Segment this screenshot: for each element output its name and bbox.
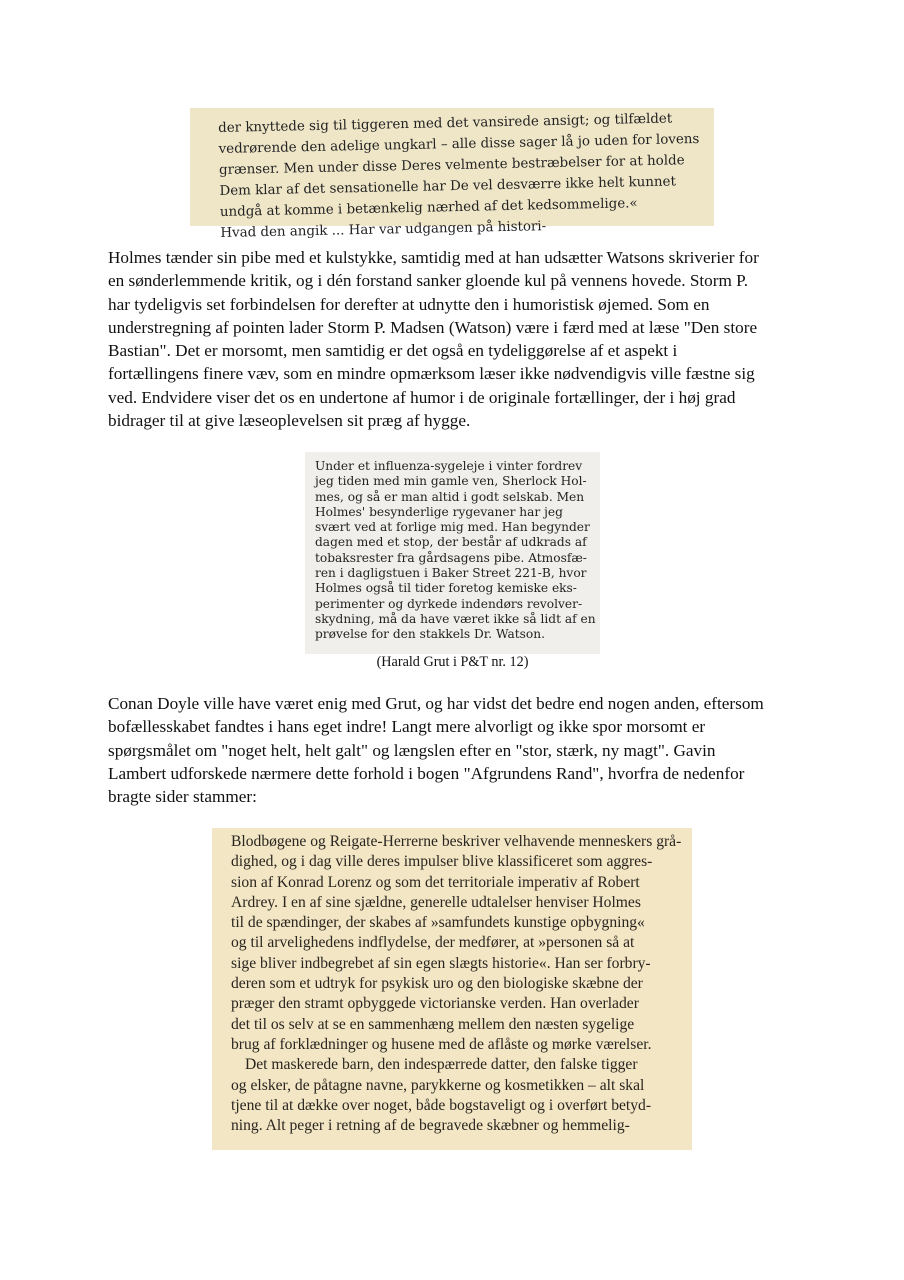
text-line: der knyttede sig til tiggeren med det vansirede ansigt; og tilfældet [218,111,673,136]
text-line: Under et influenza-sygeleje i vinter fordrev [315,459,583,473]
text-line: præger den stramt opbyggede victorianske verden. Han overlader [231,995,639,1013]
text-line: ning. Alt peger i retning af de begravede skæbner og hemmelig- [231,1117,630,1135]
text-line: det til os selv at se en sammenhæng mellem den næsten sygelige [231,1015,635,1033]
text-line: svært ved at forlige mig med. Han begynder [315,520,590,535]
text-line: skydning, må da have været ikke så lidt af en [315,611,596,626]
text-line: Dem klar af det sensationelle har De vel desværre ikke helt kunnet [219,174,677,199]
text-line: ved. Endvidere viser det os en undertone af humor i de originale fortællinger, der i høj grad [108,387,736,407]
text-line: Holmes tænder sin pibe med et kulstykke, samtidig med at han udsætter Watsons skriverier for [108,248,759,267]
text-line: Bastian". Det er morsomt, men samtidig er det også en tydeliggørelse af et aspekt i [108,341,678,361]
body-paragraph-2 [108,692,798,808]
scanned-excerpt-1-text [218,108,700,244]
text-line: deren som et udtryk for psykisk uro og den biologiske skæbne der [231,975,643,993]
text-line: Hvad den angik ... Har var udgangen på histori- [220,219,547,241]
scanned-excerpt-2-text [315,459,596,643]
text-line: en sønderlemmende kritik, og i dén forstand sanker gloende kul på vennens hovede. Storm P. [108,271,749,291]
text-line: grænser. Men under disse Deres velmente bestræbelser for at holde [218,153,685,178]
text-line: undgå at komme i betænkelig nærhed af det kedsommelige.« [219,196,638,220]
text-line: mes, og så er man altid i godt selskab. Men [315,489,585,504]
text-line: spørgsmålet om "noget helt, helt galt" og længslen efter en "stor, stærk, ny magt". Gavin [108,740,716,760]
text-line: vedrørende den adelige ungkarl – alle disse sager lå jo uden for lovens [218,131,700,157]
text-line: tjene til at dække over noget, både bogstaveligt og i overført betyd- [231,1096,652,1114]
text-line: prøvelse for den stakkels Dr. Watson. [315,627,545,642]
text-line: dighed, og i dag ville deres impulser blive klassificeret som aggres- [231,853,653,871]
text-line: har tydeligvis set forbindelsen for derefter at udnytte den i humoristisk øjemed. Som en [108,294,710,314]
excerpt-caption: (Harald Grut i P&T nr. 12) [376,654,529,670]
text-line: bragte sider stammer: [108,787,257,807]
scanned-excerpt-3-text [231,832,681,1136]
scanned-excerpt-3 [212,828,692,1150]
text-line: Holmes' besynderlige rygevaner har jeg [315,504,563,519]
scanned-excerpt-2 [305,452,600,654]
text-line: Det maskerede barn, den indespærrede datter, den falske tigger [245,1056,638,1074]
text-line: sion af Konrad Lorenz og som det territoriale imperativ af Robert [231,873,640,891]
text-line: Ardrey. I en af sine sjældne, generelle udtalelser henviser Holmes [231,893,641,911]
body-paragraph-1 [108,246,798,432]
text-line: og til arvelighedens indflydelse, der medfører, at »personen så at [231,934,635,952]
text-line: Lambert udforskede nærmere dette forhold i bogen "Afgrundens Rand", hvorfra de nedenfor [108,763,745,783]
text-line: perimenter og dyrkede indendørs revolver- [315,596,583,611]
text-line: jeg tiden med min gamle ven, Sherlock Hol- [315,474,587,489]
text-line: til de spændinger, der skabes af »samfundets kunstige opbygning« [231,914,645,932]
text-line: fortællingens finere væv, som en mindre opmærksom læser ikke nødvendigvis ville fæstne sig [108,364,755,384]
scanned-excerpt-1 [190,108,714,241]
text-line: og elsker, de påtagne navne, parykkerne og kosmetikken – alt skal [231,1076,645,1094]
text-line: brug af forklædninger og husene med de aflåste og mørke værelser. [231,1035,652,1053]
text-line: Conan Doyle ville have været enig med Grut, og har vidst det bedre end nogen anden, eftersom [108,694,764,713]
text-line: bofællesskabet fandtes i hans eget indre! Langt mere alvorligt og ikke spor morsomt er [108,717,706,737]
text-line: bidrager til at give læseoplevelsen sit præg af hygge. [108,411,471,431]
text-line: understregning af pointen lader Storm P. Madsen (Watson) være i færd med at læse "Den store [108,317,758,337]
text-line: ren i dagligstuen i Baker Street 221-B, hvor [315,566,587,581]
text-line: Holmes også til tider foretog kemiske eks- [315,581,577,596]
text-line: Blodbøgene og Reigate-Herrerne beskriver velhavende menneskers grå- [231,833,682,850]
text-line: dagen med et stop, der består af udkrads af [315,535,587,550]
text-line: sige bliver indbegrebet af sin egen slægts historie«. Han ser forbry- [231,954,651,972]
text-line: tobaksrester fra gårdsagens pibe. Atmosfæ- [315,550,587,565]
